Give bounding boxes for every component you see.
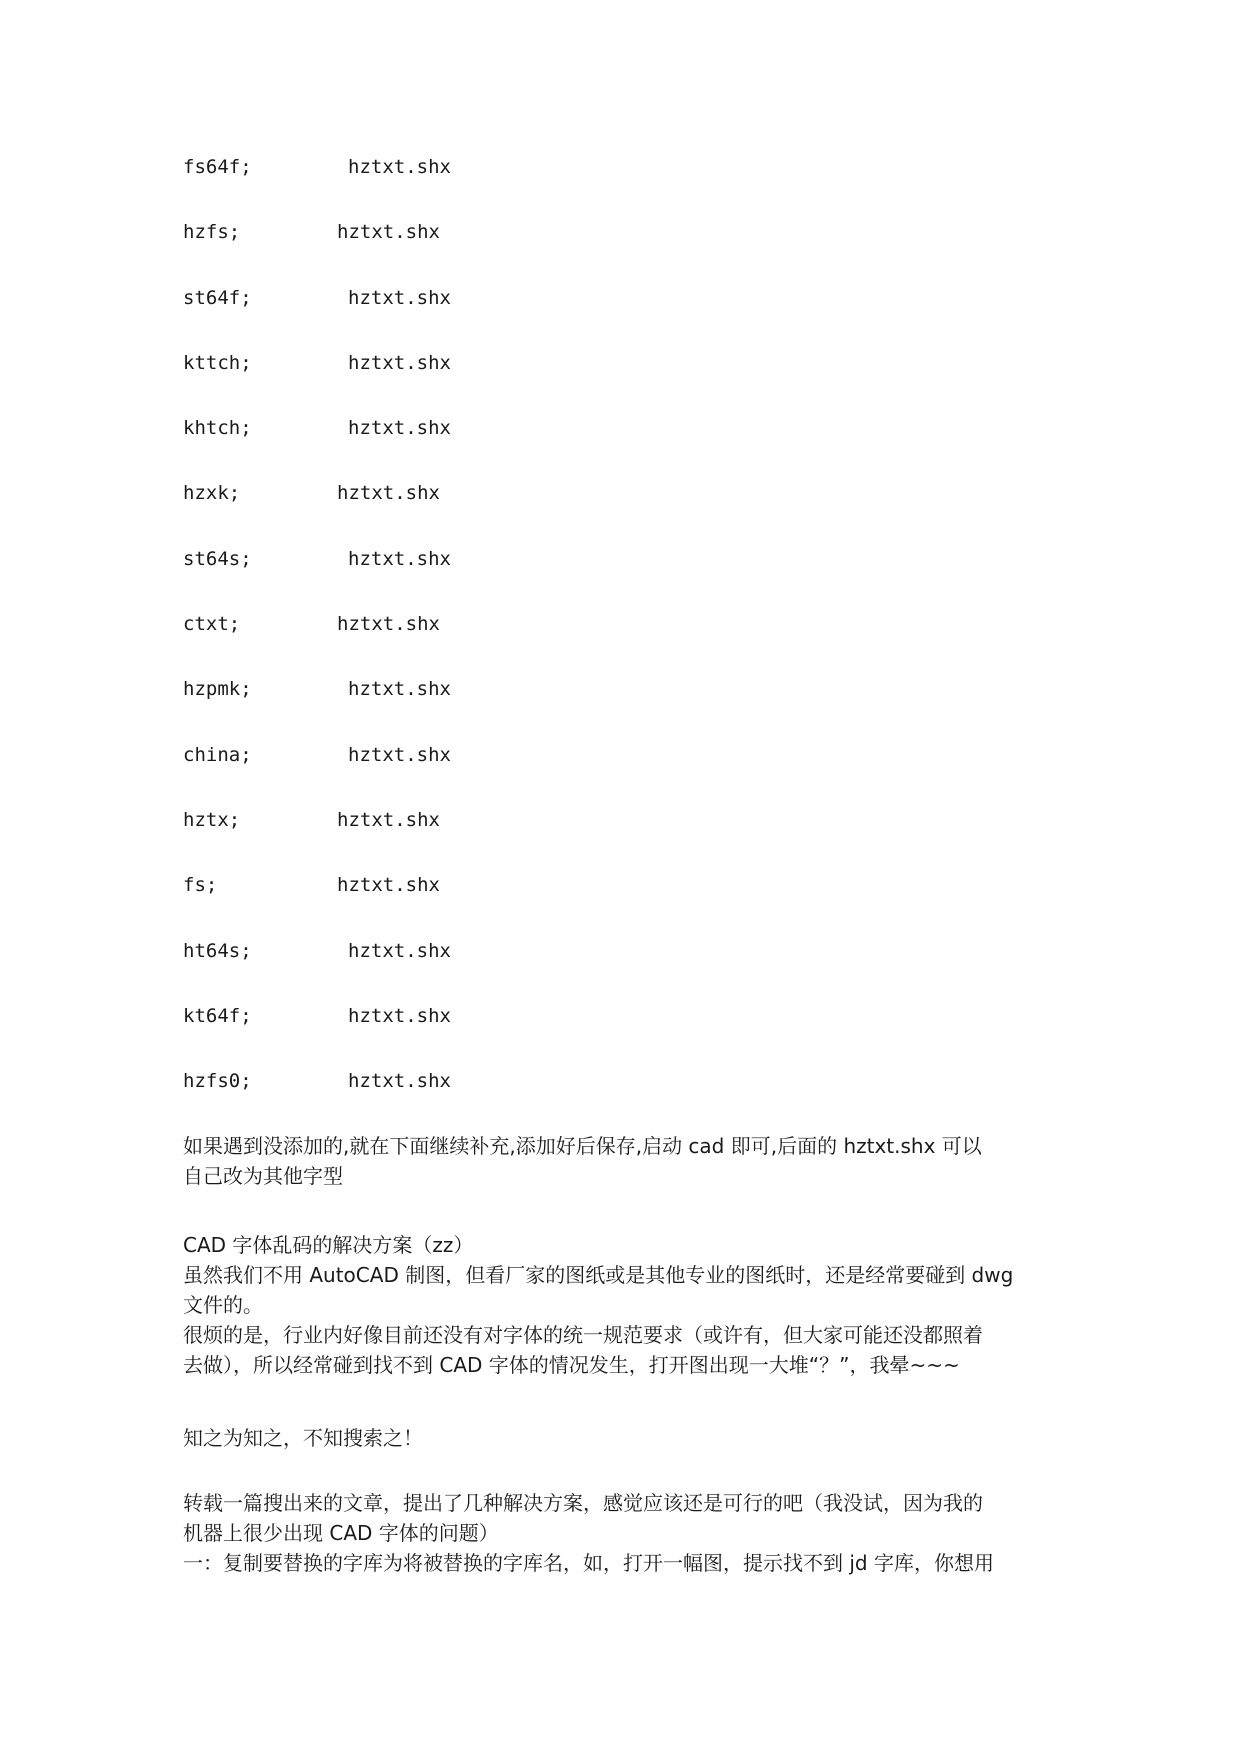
mapping-value: hztxt.shx xyxy=(348,743,451,766)
article-line: 很烦的是，行业内好像目前还没有对字体的统一规范要求（或许有，但大家可能还没都照着 xyxy=(183,1323,983,1347)
repost-line: 转载一篇搜出来的文章，提出了几种解决方案，感觉应该还是可行的吧（我没试，因为我的 xyxy=(183,1491,983,1515)
mapping-key: hzpmk; xyxy=(183,678,252,701)
mapping-value: hztxt.shx xyxy=(337,482,440,505)
mapping-row xyxy=(183,348,883,413)
mapping-value: hztxt.shx xyxy=(337,613,440,636)
mapping-value: hztxt.shx xyxy=(348,417,451,440)
mapping-row xyxy=(183,152,883,217)
mapping-key: hztx; xyxy=(183,808,241,831)
mapping-key: kttch; xyxy=(183,351,252,374)
article-line: 文件的。 xyxy=(183,1293,263,1317)
mapping-row xyxy=(183,478,883,543)
mapping-value: hztxt.shx xyxy=(348,678,451,701)
mapping-key: kt64f; xyxy=(183,1004,252,1027)
mapping-row xyxy=(183,870,883,935)
mapping-key: ht64s; xyxy=(183,939,252,962)
repost-paragraph xyxy=(183,1488,1063,1578)
mapping-value: hztxt.shx xyxy=(348,286,451,309)
mapping-key: st64f; xyxy=(183,286,252,309)
mapping-key: fs; xyxy=(183,874,218,897)
mapping-row xyxy=(183,805,883,870)
mapping-key: ctxt; xyxy=(183,613,241,636)
note-line: 自己改为其他字型 xyxy=(183,1164,343,1188)
mapping-value: hztxt.shx xyxy=(348,156,451,178)
mapping-key: fs64f; xyxy=(183,156,252,178)
mapping-key: hzfs0; xyxy=(183,1070,252,1093)
mapping-value: hztxt.shx xyxy=(337,874,440,897)
mapping-value: hztxt.shx xyxy=(348,1070,451,1093)
article-title: CAD 字体乱码的解决方案（zz） xyxy=(183,1233,474,1257)
article-line: 去做），所以经常碰到找不到 CAD 字体的情况发生，打开图出现一大堆“？”，我晕~~~ xyxy=(183,1353,960,1377)
note-line: 如果遇到没添加的,就在下面继续补充,添加好后保存,启动 cad 即可,后面的 hztxt.shx 可以 xyxy=(183,1134,982,1158)
article-section xyxy=(183,1230,1063,1380)
mapping-value: hztxt.shx xyxy=(337,221,440,244)
mapping-row xyxy=(183,674,883,739)
mapping-value: hztxt.shx xyxy=(337,808,440,831)
mapping-key: china; xyxy=(183,743,252,766)
font-mapping-list xyxy=(183,152,883,1131)
mapping-key: hzxk; xyxy=(183,482,241,505)
mapping-value: hztxt.shx xyxy=(348,1004,451,1027)
motto-line: 知之为知之，不知搜索之！ xyxy=(183,1426,423,1450)
article-line: 虽然我们不用 AutoCAD 制图，但看厂家的图纸或是其他专业的图纸时，还是经常要碰到 dwg xyxy=(183,1263,1014,1287)
mapping-value: hztxt.shx xyxy=(348,939,451,962)
mapping-row xyxy=(183,1001,883,1066)
mapping-value: hztxt.shx xyxy=(348,547,451,570)
mapping-key: st64s; xyxy=(183,547,252,570)
mapping-value: hztxt.shx xyxy=(348,351,451,374)
mapping-key: khtch; xyxy=(183,417,252,440)
mapping-row xyxy=(183,609,883,674)
mapping-row xyxy=(183,217,883,282)
mapping-row xyxy=(183,1066,883,1131)
note-paragraph xyxy=(183,1131,1063,1191)
mapping-row xyxy=(183,413,883,478)
mapping-key: hzfs; xyxy=(183,221,241,244)
motto-paragraph xyxy=(183,1423,1063,1453)
mapping-row xyxy=(183,936,883,1001)
repost-line: 机器上很少出现 CAD 字体的问题） xyxy=(183,1521,499,1545)
mapping-row xyxy=(183,740,883,805)
mapping-row xyxy=(183,283,883,348)
repost-line: 一：复制要替换的字库为将被替换的字库名，如，打开一幅图，提示找不到 jd 字库，你想用 xyxy=(183,1551,994,1575)
mapping-row xyxy=(183,544,883,609)
